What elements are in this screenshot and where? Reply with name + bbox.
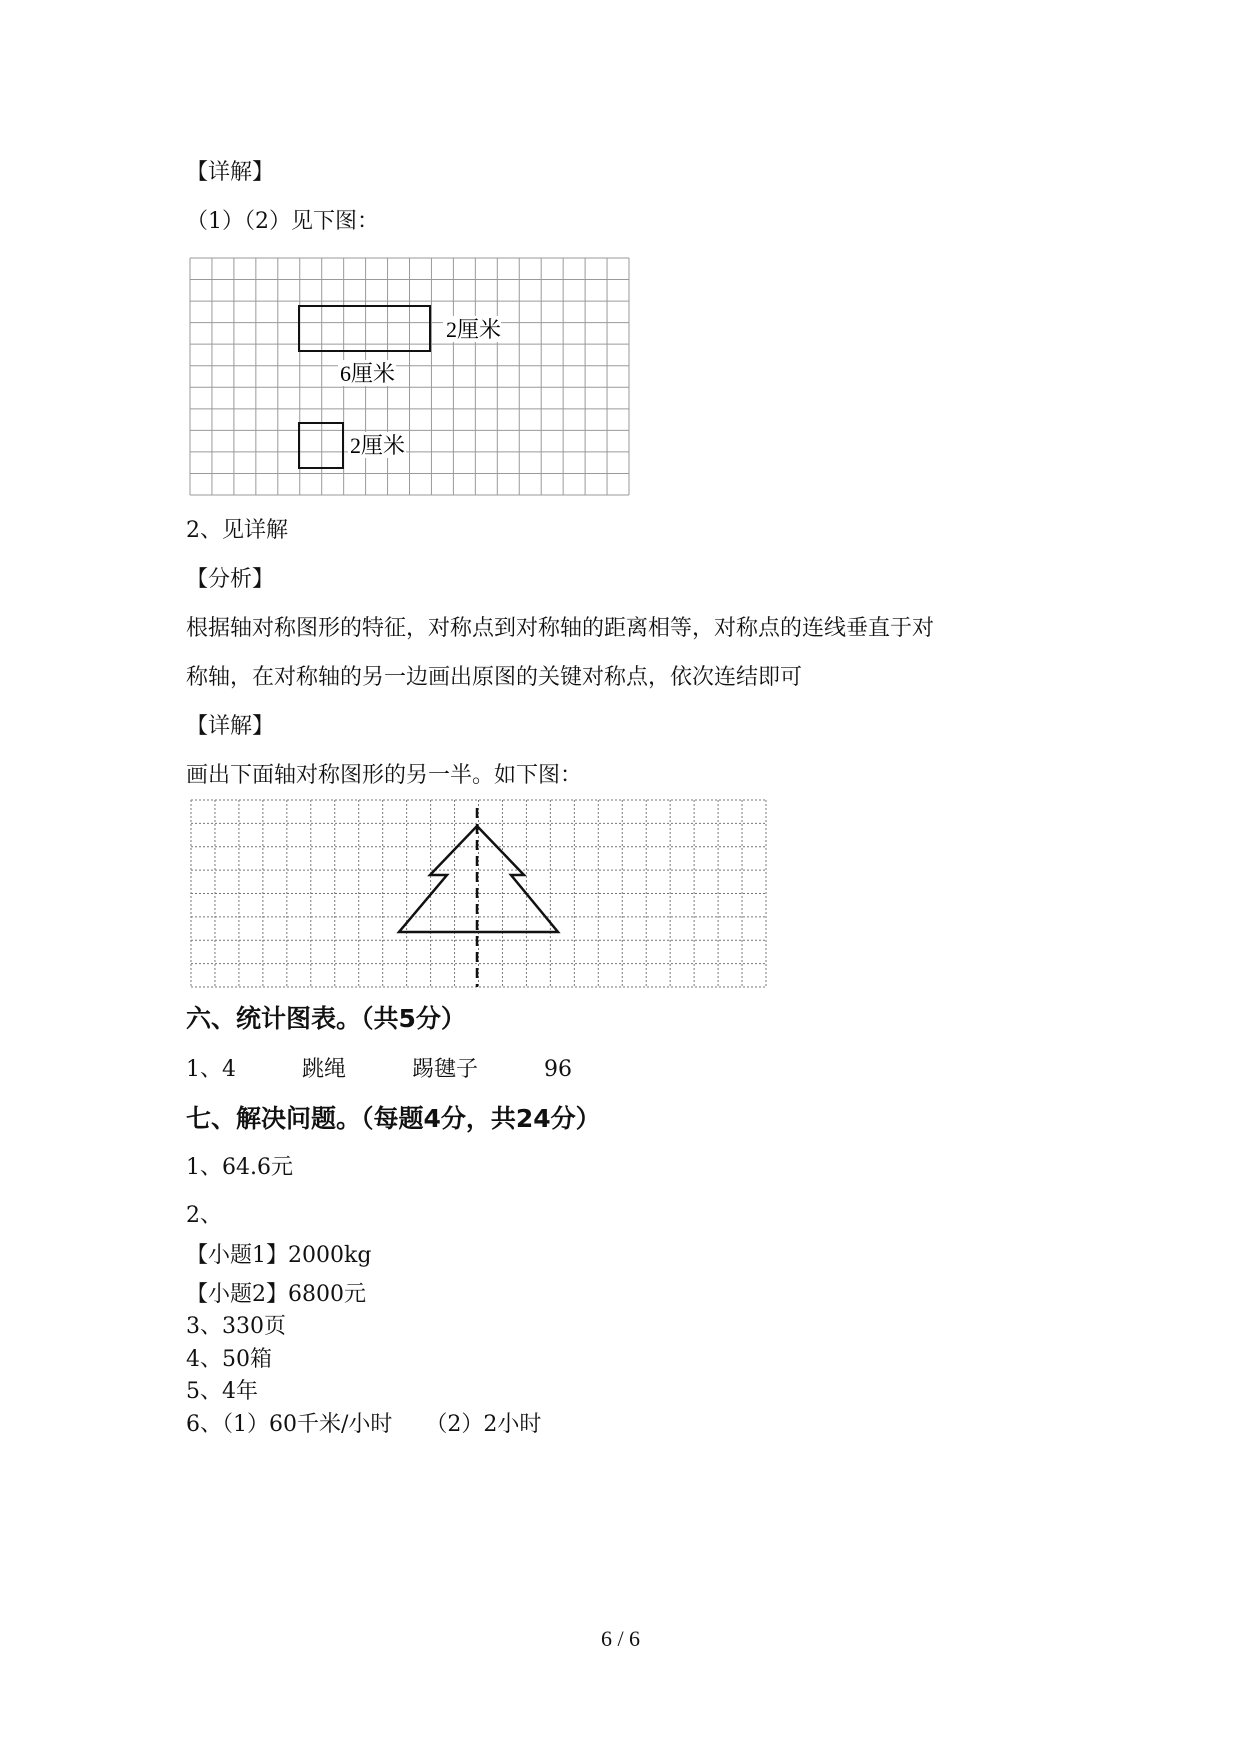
section-7-answer-3: 3、330页 [186,1314,286,1339]
section-6-answer: 1、4 跳绳 踢毽子 96 [186,1057,572,1082]
section-7-subquestion-2: 【小题2】6800元 [186,1282,366,1307]
answer-item-2: 2、见详解 [186,518,288,543]
analysis-text-line-2: 称轴，在对称轴的另一边画出原图的关键对称点，依次连结即可 [186,665,803,690]
rect-width-label: 6厘米 [340,361,396,386]
square-shape [299,423,343,468]
page-number: 6 / 6 [600,1626,641,1651]
detail-heading: 【详解】 [186,160,275,185]
analysis-text-line-1: 根据轴对称图形的特征，对称点到对称轴的距离相等，对称点的连线垂直于对 [186,616,935,641]
detail-heading-2: 【详解】 [186,714,275,739]
square-side-label: 2厘米 [350,433,406,458]
rect-height-label: 2厘米 [446,317,502,342]
detail-text-2: 画出下面轴对称图形的另一半。如下图： [186,763,583,788]
section-7-answer-4: 4、50箱 [186,1347,272,1372]
section-7-title: 七、解决问题。（每题4分，共24分） [186,1104,601,1133]
section-6-title: 六、统计图表。（共5分） [186,1004,466,1033]
analysis-heading: 【分析】 [186,567,275,592]
grid-figure-rectangle-square [190,258,630,496]
detail-text: （1）（2）见下图： [186,209,379,234]
section-7-answer-5: 5、4年 [186,1379,258,1404]
section-7-answer-2: 2、 [186,1203,222,1228]
section-7-answer-6: 6、（1）60千米/小时 （2）2小时 [186,1412,542,1437]
section-7-answer-1: 1、64.6元 [186,1155,293,1180]
grid-figure-symmetric-tree [191,800,766,987]
section-7-subquestion-1: 【小题1】2000kg [186,1243,372,1268]
